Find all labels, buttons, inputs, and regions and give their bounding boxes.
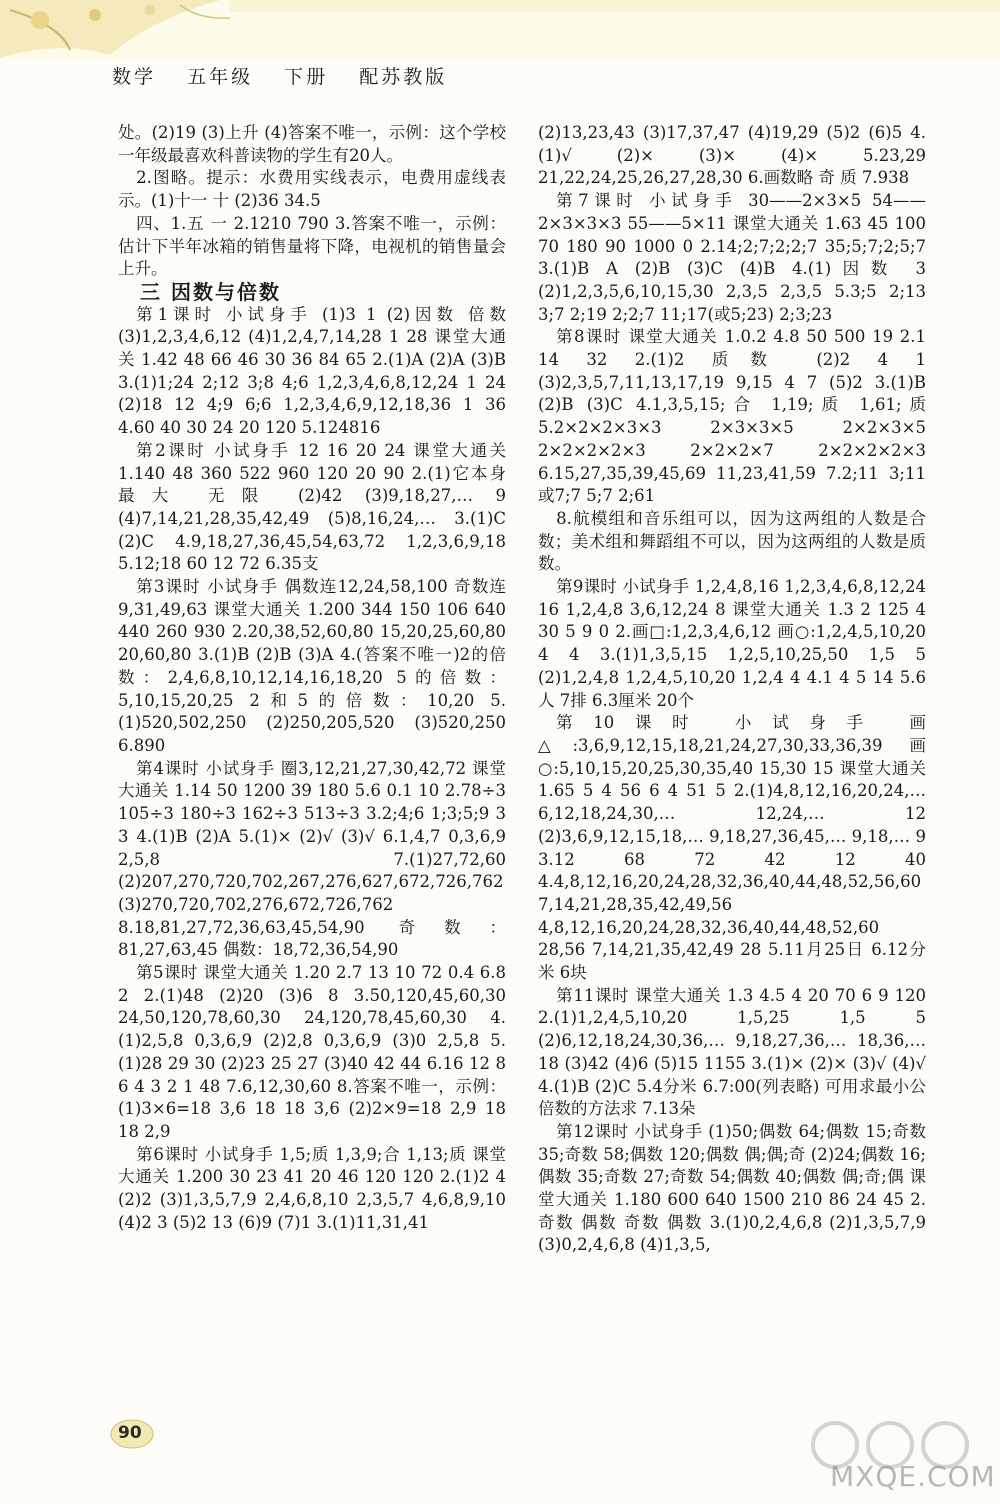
lesson-2-answers: 第2课时 小试身手 12 16 20 24 课堂大通关 1.140 48 360 522 960 120 20 90 2.(1)它本身 最大 无限 (2)42 (3)9,18,27,… 9 (4)7,14,21,28,35,42,49 (5)8,16,24,… 3.(1)C (2)C 4.9,18,27,36,45,54,63,72 1,2,3,6,9,18 5.12;18 60 12 72 6.35支 [118, 440, 506, 574]
left-column [118, 122, 506, 1234]
paragraph: (2)13,23,43 (3)17,37,47 (4)19,29 (5)2 (6)5 4.(1)√ (2)× (3)× (4)× 5.23,29 21,22,24,25,26,27,28,30 6.画数略 奇 质 7.938 [538, 123, 926, 188]
header-edition: 配苏教版 [359, 66, 448, 88]
right-column [538, 122, 926, 1257]
header-subject: 数学 [112, 66, 157, 88]
lesson-12-answers: 第12课时 小试身手 (1)50;偶数 64;偶数 15;奇数 35;奇数 58;偶数 120;偶数 偶;偶;奇 (2)24;偶数 16;偶数 35;奇数 27;奇数 54;偶数 40;偶数 偶;奇;偶 课堂大通关 1.180 600 640 1500 210 86 24 45 2.奇数 偶数 奇数 偶数 3.(1)0,2,4,6,8 (2)1,3,5,7,9 (3)0,2,4,6,8 (4)1,3,5, [538, 1121, 926, 1255]
lesson-11-answers: 第11课时 课堂大通关 1.3 4.5 4 20 70 6 9 120 2.(1)1,2,4,5,10,20 1,5,25 1,5 5 (2)6,12,18,24,30,36,… 9,18,27,36,… 18,36,… 18 (3)42 (4)6 (5)15 1155 3.(1)× (2)× (3)√ (4)√ 4.(1)B (2)C 5.4分米 6.7:00(列表略) 可用求最小公倍数的方法求 7.13朵 [538, 985, 926, 1119]
paragraph: 8.航模组和音乐组可以，因为这两组的人数是合数；美术组和舞蹈组不可以，因为这两组的人数是质数。 [538, 508, 926, 574]
paragraph: 2.图略。提示：水费用实线表示，电费用虚线表示。(1)十一 十 (2)36 34.5 [118, 168, 506, 211]
page-number-badge [110, 1416, 160, 1452]
lesson-3-answers: 第3课时 小试身手 偶数连12,24,58,100 奇数连9,31,49,63 课堂大通关 1.200 344 150 106 640 440 260 930 2.20,38,52,60,80 15,20,25,60,80 20,60,80 3.(1)B (2)B (3)A 4.(答案不唯一)2的倍数：2,4,6,8,10,12,14,16,18,20 5的倍数：5,10,15,20,25 2和5的倍数：10,20 5.(1)520,502,250 (2)250,205,520 (3)520,250 6.890 [118, 577, 506, 755]
header-grade: 五年级 [187, 66, 254, 88]
page-number: 90 [118, 1423, 142, 1443]
section-title: 三 因数与倍数 [140, 279, 281, 304]
watermark-text: MXQE.COM [830, 1460, 996, 1493]
paragraph: 处。(2)19 (3)上升 (4)答案不唯一，示例：这个学校一年级最喜欢科普读物的学生有20人。 [118, 123, 506, 165]
header-volume: 下册 [284, 66, 329, 88]
lesson-8-answers: 第8课时 课堂大通关 1.0.2 4.8 50 500 19 2.1 14 32 2.(1)2 质数 (2)2 4 1 (3)2,3,5,7,11,13,17,19 9,15 4 7 (5)2 3.(1)B (2)B (3)C 4.1,3,5,15;合 1,19;质 1,61;质 5.2×2×2×3×3 2×3×3×5 2×2×3×5 2×2×2×2×3 2×2×2×7 2×2×2×2×3 6.15,27,35,39,45,69 11,23,41,59 7.2;11 3;11或7;7 5;7 2;61 [538, 327, 926, 506]
lesson-4-answers: 第4课时 小试身手 圈3,12,21,27,30,42,72 课堂大通关 1.14 50 1200 39 180 5.6 0.1 10 2.78÷3 105÷3 180÷3 162÷3 513÷3 3.2;4;6 1;3;5;9 3 3 4.(1)B (2)A 5.(1)× (2)√ (3)√ 6.1,4,7 0,3,6,9 2,5,8 7.(1)27,72,60 (2)207,270,720,702,267,276,627,672,726,762 (3)270,720,702,276,672,726,762 8.18,81,27,72,36,63,45,54,90 奇数：81,27,63,45 偶数：18,72,36,54,90 [118, 758, 506, 960]
paragraph: 四、1.五 一 2.1210 790 3.答案不唯一，示例：估计下半年冰箱的销售量将下降，电视机的销售量会上升。 [118, 213, 506, 279]
lesson-1-answers: 第1课时 小试身手 (1)3 1 (2)因数 倍数 (3)1,2,3,4,6,12 (4)1,2,4,7,14,28 1 28 课堂大通关 1.42 48 66 46 30 36 84 65 2.(1)A (2)A (3)B 3.(1)1;24 2;12 3;8 4;6 1,2,3,4,6,8,12,24 1 24 (2)18 12 4;9 6;6 1,2,3,4,6,9,12,18,36 1 36 4.60 40 30 24 20 120 5.124816 [118, 304, 506, 438]
lesson-6-answers: 第6课时 小试身手 1,5;质 1,3,9;合 1,13;质 课堂大通关 1.200 30 23 41 20 46 120 120 2.(1)2 4 (2)2 (3)1,3,5,7,9 2,4,6,8,10 2,3,5,7 4,6,8,9,10 (4)2 3 (5)2 13 (6)9 (7)1 3.(1)11,31,41 [118, 1144, 506, 1232]
floral-corner-decoration [0, 0, 1000, 60]
lesson-7-answers: 第7课时 小试身手 30——2×3×5 54——2×3×3×3 55——5×11 课堂大通关 1.63 45 100 70 180 90 1000 0 2.14;2;7;2;2;7 35;5;7;2;5;7 3.(1)B A (2)B (3)C (4)B 4.(1)因数 3 (2)1,2,3,5,6,10,15,30 2,3,5 2,3,5 5.3;5 2;13 3;7 2;19 2;2;7 11;17(或5;23) 2;3;23 [538, 191, 926, 324]
lesson-5-answers: 第5课时 课堂大通关 1.20 2.7 13 10 72 0.4 6.8 2 2.(1)48 (2)20 (3)6 8 3.50,120,45,60,30 24,50,120,78,60,30 24,120,78,45,60,30 4.(1)2,5,8 0,3,6,9 (2)2,8 0,3,6,9 (3)0 2,5,8 5.(1)28 29 30 (2)23 25 27 (3)40 42 44 6.16 12 8 6 4 3 2 1 48 7.6,12,30,60 8.答案不唯一，示例：(1)3×6=18 3,6 18 18 3,6 (2)2×9=18 2,9 18 18 2,9 [118, 963, 506, 1141]
lesson-10-answers: 第10课时 小试身手 画△:3,6,9,12,15,18,21,24,27,30,33,36,39 画○:5,10,15,20,25,30,35,40 15,30 15 课堂大通关 1.65 5 4 56 6 4 51 5 2.(1)4,8,12,16,20,24,… 6,12,18,24,30,… 12,24,… 12 (2)3,6,9,12,15,18,… 9,18,27,36,45,… 9,18,… 9 3.12 68 72 42 12 40 4.4,8,12,16,20,24,28,32,36,40,44,48,52,56,60 7,14,21,28,35,42,49,56 4,8,12,16,20,24,28,32,36,40,44,48,52,60 28,56 7,14,21,35,42,49 28 5.11月25日 6.12分米 6块 [538, 713, 926, 983]
lesson-9-answers: 第9课时 小试身手 1,2,4,8,16 1,2,3,4,6,8,12,24 16 1,2,4,8 3,6,12,24 8 课堂大通关 1.3 2 125 4 30 5 9 0 2.画□:1,2,3,4,6,12 画○:1,2,4,5,10,20 4 4 3.(1)1,3,5,15 1,2,5,10,25,50 1,5 5 (2)1,2,4,8 1,2,4,5,10,20 1,2,4 4 4.1 4 5 14 5.6人 7排 6.3厘米 20个 [538, 577, 926, 710]
page-header [112, 62, 469, 89]
